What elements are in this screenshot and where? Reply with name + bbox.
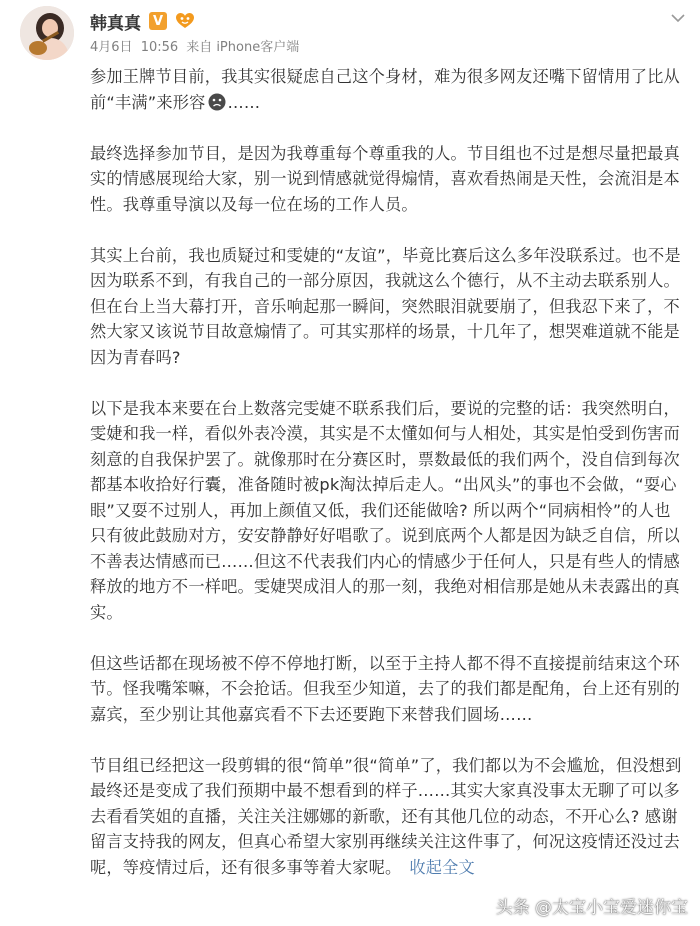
- post-header: [90, 8, 670, 58]
- avatar-photo: [20, 6, 74, 60]
- paragraph-text: 节目组已经把这一段剪辑的很“简单”很“简单”了，我们都以为不会尴尬，但没想到最终还是变成了我们预期中最不想看到的样子……其实大家真没事太无聊了可以多去看看笑姐的直播，关注关注娜娜的新歌，还有其他几位的动态，不开心么? 感谢留言支持我的网友，但真心希望大家别再继续关注这件事了，何况这疫情还没过去呢，等疫情过后，还有很多事等着大家呢。: [90, 755, 682, 877]
- post-paragraph: 但这些话都在现场被不停不停地打断，以至于主持人都不得不直接提前结束这个环节。怪我嘴笨嘛，不会抢话。但我至少知道，去了的我们都是配角，台上还有别的嘉宾，至少别让其他嘉宾看不下去还要跑下来替我们圆场……: [90, 653, 680, 724]
- paragraph-text: 参加王牌节目前，我其实很疑虑自己这个身材，难为很多网友还嘴下留情用了比从前“丰满”来形容: [90, 67, 680, 112]
- name-row: [90, 8, 670, 34]
- chevron-down-icon[interactable]: [670, 8, 686, 18]
- verified-badge-icon[interactable]: V: [149, 12, 167, 30]
- paragraph-text-ellipsis: ……: [227, 92, 261, 112]
- post-paragraph: 以下是我本来要在台上数落完雯婕不联系我们后，要说的完整的话：我突然明白，雯婕和我一样，看似外表冷漠，其实是不太懂如何与人相处，其实是怕受到伤害而刻意的自我保护罢了。就像那时在分赛区时，票数最低的我们两个，没自信到每次都基本收拾好行囊，准备随时被pk淘汰掉后走人。“出风头”的事也不会做，“耍心眼”又耍不过别人，再加上颜值又低，我们还能做啥? 所以两个“同病相怜”的人也只有彼此鼓励对方，安安静静好好唱歌了。说到底两个人都是因为缺乏自信，所以不善表达情感而已……但这不代表我们内心的情感少于任何人，只是有些人的情感释放的地方不一样吧。雯婕哭成泪人的那一刻，我绝对相信那是她从未表露出的真实。: [90, 398, 680, 622]
- heart-level-icon[interactable]: [175, 12, 195, 30]
- username[interactable]: 韩真真: [90, 13, 141, 34]
- watermark: 头条 @太宝小宝爱迷你宝: [495, 898, 688, 918]
- post-paragraph: 最终选择参加节目，是因为我尊重每个尊重我的人。节目组也不过是想尽量把最真实的情感展现给大家，别一说到情感就觉得煽情，喜欢看热闹是天性，会流泪是本性。我尊重导演以及每一位在场的工作人员。: [90, 143, 680, 214]
- post-meta: [90, 38, 670, 58]
- post-paragraph: [90, 753, 686, 881]
- collapse-link[interactable]: 收起全文: [409, 857, 475, 877]
- post-paragraph: [90, 64, 686, 115]
- avatar[interactable]: [20, 6, 74, 60]
- source-prefix: 来自: [186, 40, 213, 55]
- post-paragraph: 其实上台前，我也质疑过和雯婕的“友谊”，毕竟比赛后这么多年没联系过。也不是因为联系不到，有我自己的一部分原因，我就这么个德行，从不主动去联系别人。但在台上当大幕打开，音乐响起那一瞬间，突然眼泪就要崩了，但我忍下来了，不然大家又该说节目故意煽情了。可其实那样的场景，十几年了，想哭难道就不能是因为青春吗?: [90, 245, 681, 367]
- unhappy-face-emoji-icon: [208, 93, 226, 111]
- post-date[interactable]: 4月6日: [90, 40, 133, 55]
- post-time[interactable]: 10:56: [140, 40, 179, 55]
- post-content: [90, 64, 686, 880]
- post-source[interactable]: iPhone客户端: [216, 40, 300, 55]
